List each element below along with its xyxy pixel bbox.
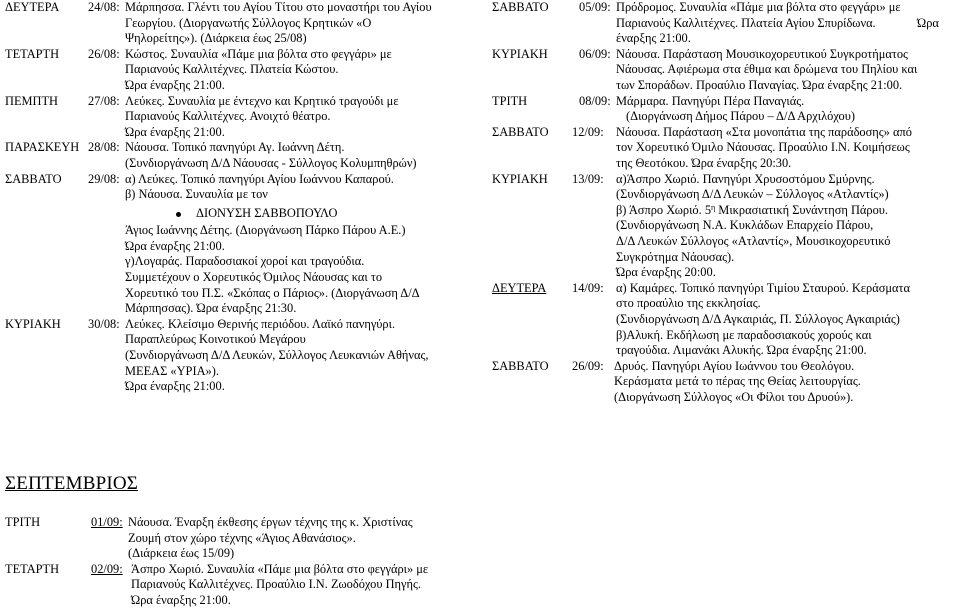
event-date: 26/09: [572, 358, 604, 373]
event-text: Μάρπησσα. Γλέντι του Αγίου Τίτου στο μοναστήρι του Αγίου [125, 0, 432, 14]
event-text: Νάουσα. Έναρξη έκθεσης έργων τέχνης της κ. Χριστίνας [128, 515, 413, 529]
event-day: ΣΑΒΒΑΤΟ [492, 358, 549, 373]
event-date: 12/09: [572, 124, 604, 139]
event-date: 14/09: [572, 280, 604, 295]
event-text: (Συνδιοργάνωση Δ/Δ Λευκών – Σύλλογος «Ατλαντίς») [616, 187, 889, 202]
event-day: ΚΥΡΙΑΚΗ [5, 316, 61, 331]
event-text: γ)Λογαράς. Παραδοσιακοί χοροί και τραγούδια. [125, 254, 365, 269]
event-text: Πρόδρομος. Συναυλία «Πάμε μια βόλτα στο φεγγάρι» με [616, 0, 901, 14]
event-text: Κώστος. Συναυλία «Πάμε μια βόλτα στο φεγγάρι» με [125, 46, 392, 61]
event-text: ΜΕΕΑΣ «ΥΡΙΑ»). [125, 363, 219, 378]
event-text: Άσπρο Χωριό. Συναυλία «Πάμε μια βόλτα στο φεγγάρι» με [131, 561, 429, 576]
event-text: Παριανούς Καλλιτέχνες. Ανοιχτό θέατρο. [125, 109, 331, 124]
event-text: Ώρα έναρξης 21:00. [125, 124, 225, 139]
event-text: στο προαύλιο της εκκλησίας. [616, 296, 761, 311]
event-text: Λεύκες. Κλείσιμο Θερινής περιόδου. Λαϊκό πανηγύρι. [125, 316, 396, 331]
event-text: Ώρα έναρξης 21:00. [125, 238, 225, 253]
event-text: Ώρα έναρξης 21:00. [125, 379, 225, 394]
event-text: της Θεοτόκου. Ώρα έναρξης 20:30. [616, 156, 792, 170]
event-text: Νάουσα. Παράσταση Μουσικοχορευτικού Συγκροτήματος [616, 46, 908, 61]
event-text: β) Νάουσα. Συναυλία με τον [125, 187, 268, 202]
event-date: 02/09: [91, 561, 123, 576]
event-text: β) Άσπρο Χωριό. $5^\eta$ Μικρασιατική Συνάντηση Πάρου. [616, 202, 889, 217]
event-day: ΚΥΡΙΑΚΗ [492, 171, 548, 186]
event-date: 26/08: [88, 46, 120, 61]
event-day: ΣΑΒΒΑΤΟ [5, 171, 62, 186]
event-date: 08/09: [579, 93, 611, 108]
event-text: (Διάρκεια έως 15/09) [128, 546, 235, 561]
event-text: (Διοργάνωση Δήμος Πάρου – Δ/Δ Αρχιλόχου) [626, 109, 856, 124]
section-heading: ΣΕΠΤΕΜΒΡΙΟΣ [5, 473, 139, 494]
event-date: 06/09: [579, 46, 611, 61]
event-text: Κεράσματα μετά το πέρας της Θείας λειτουργίας. [614, 374, 861, 389]
event-text: Παριανούς Καλλιτέχνες. Πλατεία Αγίου Σπυρίδωνα. [616, 15, 876, 30]
event-text: Ώρα έναρξης 21:00. [125, 78, 225, 92]
event-text: των Σποράδων. Προαύλιο Παναγίας. Ώρα έναρξης 21:00. [616, 78, 903, 92]
event-text: (Διοργάνωση Σύλλογος «Οι Φίλοι του Δρυού»). [614, 390, 854, 404]
event-day: ΔΕΥΤΕΡΑ [5, 0, 60, 14]
event-text: έναρξης 21:00. [616, 31, 691, 46]
event-text: (Συνδιοργάνωση Δ/Δ Λευκών, Σύλλογος Λευκανιών Αθήνας, [125, 348, 429, 362]
event-day: ΚΥΡΙΑΚΗ [492, 46, 548, 61]
event-text: τραγούδια. Λιμανάκι Αλυκής. Ώρα έναρξης 21:00. [616, 343, 867, 358]
event-text: Νάουσα. Τοπικό πανηγύρι Αγ. Ιωάννη Δέτη. [125, 140, 345, 155]
event-text: τον Χορευτικό Όμιλο Νάουσας. Προαύλιο Ι.Ν. Κοιμήσεως [616, 140, 910, 155]
event-text: α)Άσπρο Χωριό. Πανηγύρι Χρυσοστόμου Σμύρνης. [616, 171, 875, 186]
event-text: Μάρπησσας). Ώρα έναρξης 21:30. [125, 301, 297, 316]
event-day: ΤΕΤΑΡΤΗ [5, 561, 60, 576]
event-day: ΤΕΤΑΡΤΗ [5, 46, 60, 61]
event-day: ΔΕΥΤΕΡΑ [492, 280, 547, 295]
event-text: Λεύκες. Συναυλία με έντεχνο και Κρητικό τραγούδι με [125, 93, 399, 108]
event-text: Ώρα έναρξης 21:00. [131, 593, 231, 607]
event-text: (Συνδιοργάνωση Δ/Δ Αγκαιριάς, Π. Σύλλογος Αγκαιριάς) [616, 312, 900, 326]
event-text: Ζουμή στον χώρο τέχνης «Άγιος Αθανάσιος». [128, 530, 356, 545]
event-text: Δρυός. Πανηγύρι Αγίου Ιωάννου του Θεολόγου. [614, 358, 855, 373]
event-text: Χορευτικό του Π.Σ. «Σκόπας ο Πάριος». (Διοργάνωση Δ/Δ [125, 285, 420, 300]
event-text: Ώρα [917, 15, 939, 30]
event-day: ΤΡΙΤΗ [5, 515, 41, 529]
event-text: Παραπλεύρως Κοινοτικού Μεγάρου [125, 332, 306, 347]
event-date: 05/09: [579, 0, 611, 14]
event-text: ΔΙΟΝΥΣΗ ΣΑΒΒΟΠΟΥΛΟ [196, 205, 338, 220]
event-date: 27/08: [88, 93, 120, 108]
event-day: ΣΑΒΒΑΤΟ [492, 124, 549, 139]
event-text: Μάρμαρα. Πανηγύρι Πέρα Παναγιάς. [616, 93, 805, 108]
event-day: ΠΕΜΠΤΗ [5, 93, 58, 108]
event-date: 29/08: [88, 171, 120, 186]
event-date: 13/09: [572, 171, 604, 186]
event-text: Ψηλορείτης»). (Διάρκεια έως 25/08) [125, 31, 307, 46]
event-day: ΤΡΙΤΗ [492, 93, 528, 108]
event-text: Συμμετέχουν ο Χορευτικός Όμιλος Νάουσας και το [125, 270, 383, 284]
event-text: α) Λεύκες. Τοπικό πανηγύρι Αγίου Ιωάννου Καπαρού. [125, 171, 394, 186]
event-date: 28/08: [88, 140, 120, 155]
event-text: Νάουσας. Αφιέρωμα στα έθιμα και δρώμενα του Πηλίου και [616, 62, 918, 77]
event-day: ΣΑΒΒΑΤΟ [492, 0, 549, 14]
event-day: ΠΑΡΑΣΚΕΥΗ [5, 140, 80, 155]
event-text: Παριανούς Καλλιτέχνες. Προαύλιο Ι.Ν. Ζωοδόχου Πηγής. [131, 577, 421, 592]
event-date: 01/09: [91, 515, 123, 529]
event-text: α) Καμάρες. Τοπικό πανηγύρι Τιμίου Σταυρού. Κεράσματα [616, 280, 910, 295]
event-text: Νάουσα. Παράσταση «Στα μονοπάτια της παράδοσης» από [616, 124, 912, 139]
event-date: 30/08: [88, 316, 120, 331]
event-text: Συγκρότημα Νάουσας). [616, 249, 735, 264]
event-text: β)Αλυκή. Εκδήλωση με παραδοσιακούς χορούς και [616, 327, 872, 342]
event-text: (Συνδιοργάνωση Ν.Α. Κυκλάδων Επαρχείο Πάρου, [616, 218, 874, 233]
bullet-icon [176, 212, 181, 217]
event-text: Γεωργίου. (Διοργανωτής Σύλλογος Κρητικών «Ο [125, 15, 372, 30]
event-text: Άγιος Ιωάννης Δέτης. (Διοργάνωση Πάρκο Πάρου Α.Ε.) [125, 223, 406, 238]
event-text: Ώρα έναρξης 20:00. [616, 265, 716, 280]
event-text: Δ/Δ Λευκών Σύλλογος «Ατλαντίς», Μουσικοχορευτικό [616, 234, 891, 248]
event-date: 24/08: [88, 0, 120, 14]
event-text: (Συνδιοργάνωση Δ/Δ Νάουσας - Σύλλογος Κολυμπηθρών) [125, 156, 417, 170]
event-text: Παριανούς Καλλιτέχνες. Πλατεία Κώστου. [125, 62, 339, 77]
